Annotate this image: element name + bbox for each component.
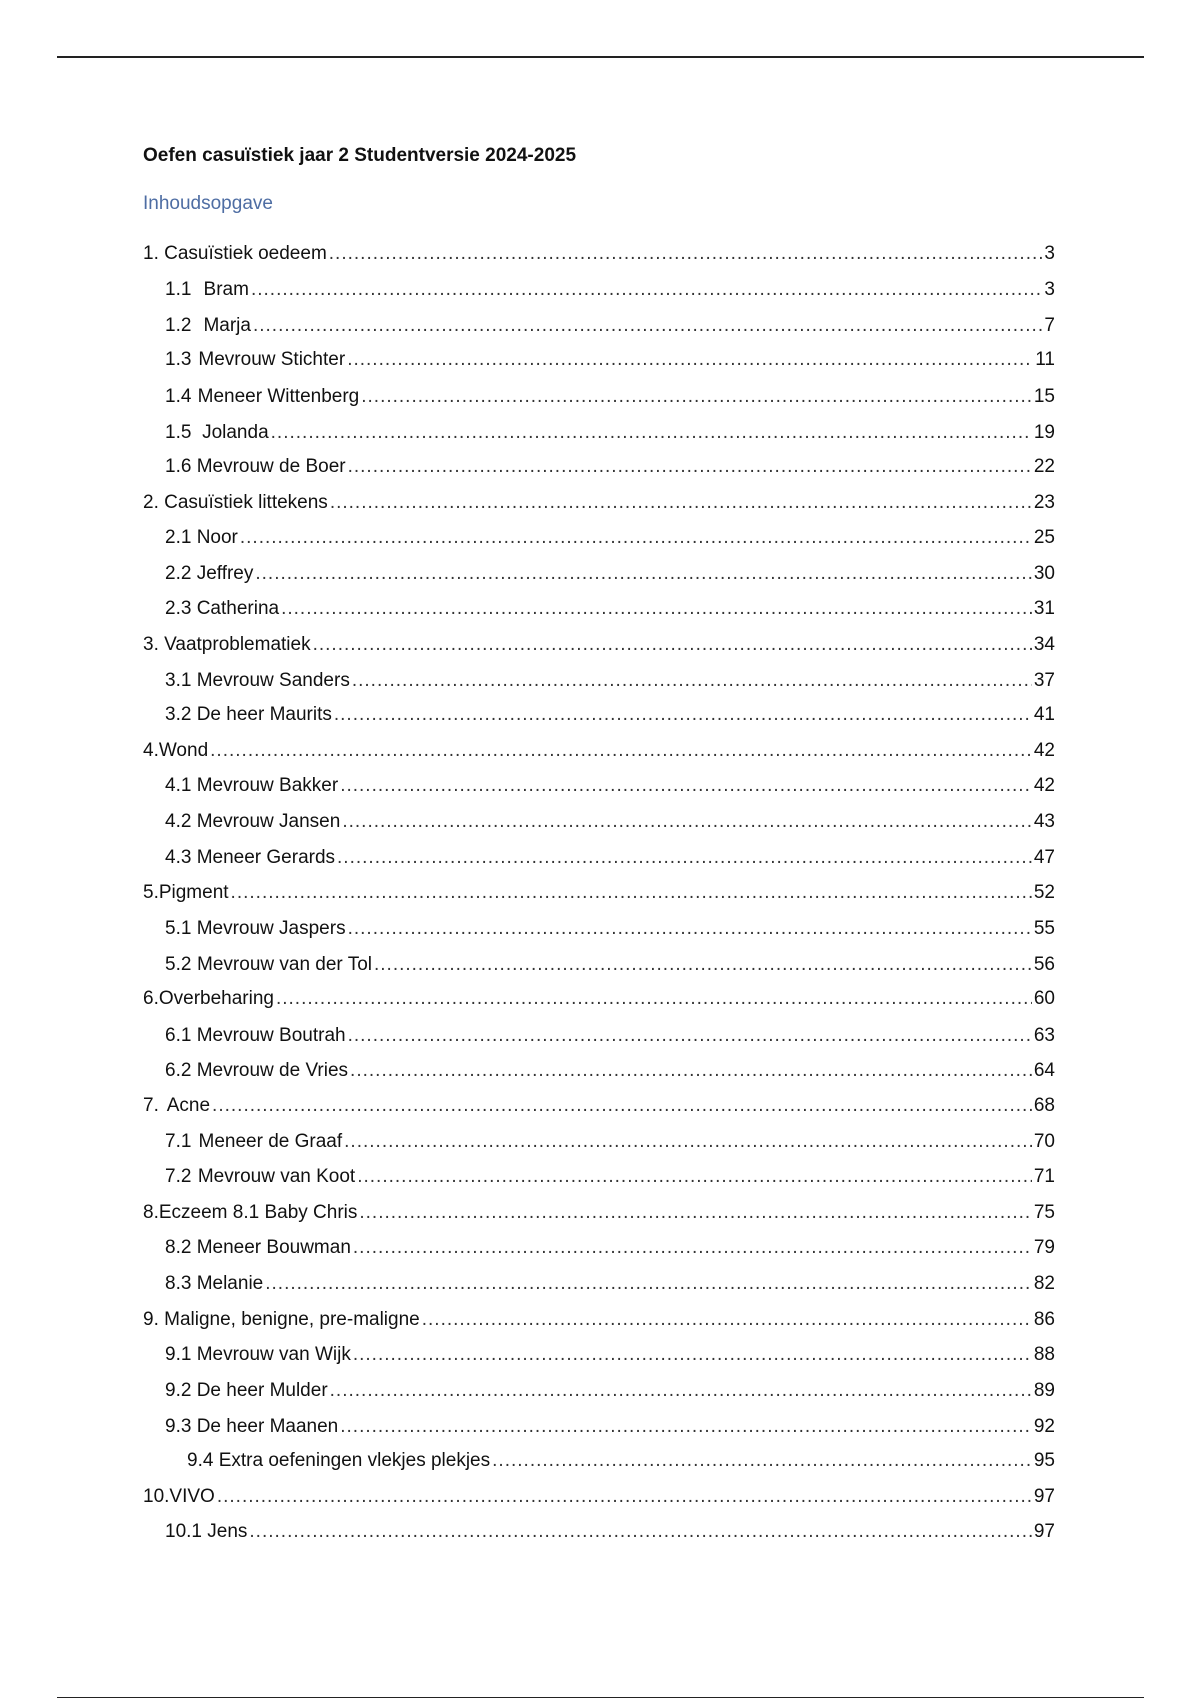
toc-entry-label: 1. Casuïstiek oedeem <box>143 243 327 264</box>
toc-entry[interactable] <box>143 632 1055 658</box>
toc-entry[interactable] <box>165 1023 1055 1049</box>
toc-entry[interactable] <box>165 916 1055 942</box>
toc-entry[interactable] <box>165 1164 1055 1190</box>
toc-dot-leader <box>249 1519 1031 1545</box>
toc-entry-label: 8.3 Melanie <box>165 1273 264 1294</box>
toc-entry-page-number: 34 <box>1033 634 1055 655</box>
toc-entry-label: 4.2 Mevrouw Jansen <box>165 811 341 832</box>
toc-entry-label: 10.VIVO <box>143 1486 215 1507</box>
toc-entry-label: Mevrouw van der Tol <box>197 954 372 975</box>
toc-entry-page-number: 42 <box>1033 775 1055 796</box>
toc-entry-label: 9.3 De heer Maanen <box>165 1416 339 1437</box>
toc-entry-page-number: 15 <box>1033 386 1055 407</box>
toc-entry-label: Meneer de Graaf <box>198 1131 343 1152</box>
toc-entry-page-number: 88 <box>1033 1344 1055 1365</box>
document-title: Oefen casuïstiek jaar 2 Studentversie 2024-2025 <box>143 145 577 166</box>
toc-entry-page-number: 47 <box>1033 847 1055 868</box>
toc-entry[interactable] <box>165 313 1055 339</box>
toc-entry[interactable] <box>165 384 1055 410</box>
toc-entry-label: Acne <box>166 1095 211 1116</box>
toc-entry-page-number: 97 <box>1033 1521 1055 1542</box>
toc-entry-page-number: 41 <box>1033 704 1055 725</box>
toc-entry-label: 4.1 Mevrouw Bakker <box>165 775 339 796</box>
toc-entry-label: 4.Wond <box>143 740 209 761</box>
toc-entry-label: 9.4 Extra oefeningen vlekjes plekjes <box>187 1450 491 1471</box>
toc-dot-leader <box>253 313 1042 339</box>
toc-entry[interactable] <box>187 1448 1055 1474</box>
toc-entry[interactable] <box>165 702 1055 728</box>
toc-dot-leader <box>281 596 1032 622</box>
toc-dot-leader <box>347 347 1033 373</box>
toc-entry-label: 8.Eczeem 8.1 Baby Chris <box>143 1202 358 1223</box>
toc-entry-page-number: 70 <box>1033 1131 1055 1152</box>
toc-dot-leader <box>342 809 1032 835</box>
toc-entry-label: 2.1 Noor <box>165 527 238 548</box>
toc-dot-leader <box>265 1271 1032 1297</box>
toc-dot-leader <box>330 1378 1032 1404</box>
toc-entry-page-number: 56 <box>1033 954 1055 975</box>
toc-dot-leader <box>340 1414 1032 1440</box>
toc-entry[interactable] <box>143 241 1055 267</box>
toc-entry-page-number: 7 <box>1044 315 1055 336</box>
toc-dot-leader <box>344 1129 1032 1155</box>
toc-entry[interactable] <box>165 1271 1055 1297</box>
toc-entry-page-number: 79 <box>1033 1237 1055 1258</box>
toc-entry-page-number: 42 <box>1033 740 1055 761</box>
toc-entry-number: 7.2 <box>165 1166 192 1187</box>
toc-dot-leader <box>337 845 1032 871</box>
toc-dot-leader <box>313 632 1032 658</box>
toc-dot-leader <box>255 561 1031 587</box>
toc-entry-number: 1.3 <box>165 349 192 370</box>
toc-dot-leader <box>334 702 1032 728</box>
toc-dot-leader <box>348 1023 1032 1049</box>
toc-entry[interactable] <box>143 986 1055 1012</box>
toc-entry-label: 5.Pigment <box>143 882 229 903</box>
toc-entry-label: Mevrouw Stichter <box>198 349 346 370</box>
toc-entry-label: 5.1 Mevrouw Jaspers <box>165 918 346 939</box>
toc-entry-page-number: 55 <box>1033 918 1055 939</box>
toc-entry[interactable] <box>143 1484 1055 1510</box>
toc-entry[interactable] <box>165 596 1055 622</box>
toc-dot-leader <box>348 454 1032 480</box>
toc-entry-label: Jolanda <box>202 422 269 443</box>
toc-entry-page-number: 22 <box>1033 456 1055 477</box>
toc-entry-page-number: 30 <box>1033 563 1055 584</box>
toc-entry-number: 7. <box>143 1095 159 1116</box>
toc-entry-number: 1.4 <box>165 386 192 407</box>
toc-entry-page-number: 64 <box>1033 1060 1055 1081</box>
toc-dot-leader <box>422 1307 1032 1333</box>
toc-entry-page-number: 92 <box>1033 1416 1055 1437</box>
toc-entry-label: 10.1 Jens <box>165 1521 248 1542</box>
toc-dot-leader <box>353 1342 1032 1368</box>
toc-entry-label: 3.1 Mevrouw Sanders <box>165 670 350 691</box>
toc-dot-leader <box>492 1448 1032 1474</box>
toc-entry-page-number: 52 <box>1033 882 1055 903</box>
toc-dot-leader <box>251 277 1042 303</box>
toc-entry[interactable] <box>165 773 1055 799</box>
toc-heading: Inhoudsopgave <box>143 193 273 214</box>
toc-dot-leader <box>353 1235 1032 1261</box>
toc-entry-number: 1.2 <box>165 315 192 336</box>
toc-entry[interactable] <box>165 1519 1055 1545</box>
toc-entry-label: 8.2 Meneer Bouwman <box>165 1237 351 1258</box>
toc-dot-leader <box>348 916 1032 942</box>
toc-entry[interactable] <box>165 1129 1055 1155</box>
toc-entry-page-number: 37 <box>1033 670 1055 691</box>
toc-entry-number: 1.5 <box>165 422 192 443</box>
toc-entry[interactable] <box>165 347 1055 373</box>
toc-entry-label: 9.2 De heer Mulder <box>165 1380 328 1401</box>
toc-entry-page-number: 86 <box>1033 1309 1055 1330</box>
toc-entry-page-number: 11 <box>1035 349 1055 370</box>
toc-dot-leader <box>276 986 1032 1012</box>
toc-entry-label: 9. Maligne, benigne, pre-maligne <box>143 1309 420 1330</box>
toc-entry-label: 1.6 Mevrouw de Boer <box>165 456 346 477</box>
toc-entry-label: 2. Casuïstiek littekens <box>143 492 328 513</box>
toc-dot-leader <box>340 773 1032 799</box>
toc-entry-page-number: 25 <box>1033 527 1055 548</box>
toc-entry-page-number: 3 <box>1044 279 1055 300</box>
toc-dot-leader <box>329 241 1043 267</box>
toc-entry[interactable] <box>165 454 1055 480</box>
toc-entry-label: 3.2 De heer Maurits <box>165 704 332 725</box>
toc-entry[interactable] <box>143 1200 1055 1226</box>
toc-entry[interactable] <box>165 561 1055 587</box>
toc-dot-leader <box>361 384 1032 410</box>
toc-dot-leader <box>359 1200 1031 1226</box>
toc-entry-page-number: 23 <box>1033 492 1055 513</box>
toc-dot-leader <box>217 1484 1032 1510</box>
toc-entry-number: 7.1 <box>165 1131 192 1152</box>
toc-entry[interactable] <box>165 420 1055 446</box>
toc-dot-leader <box>352 668 1032 694</box>
toc-entry-page-number: 71 <box>1033 1166 1055 1187</box>
toc-entry[interactable] <box>165 1414 1055 1440</box>
toc-entry[interactable] <box>165 1342 1055 1368</box>
toc-entry-label: 4.3 Meneer Gerards <box>165 847 336 868</box>
header-rule <box>57 56 1144 58</box>
toc-entry-page-number: 19 <box>1033 422 1055 443</box>
toc-entry-label: Mevrouw van Koot <box>197 1166 356 1187</box>
toc-entry[interactable] <box>165 277 1055 303</box>
toc-entry[interactable] <box>165 809 1055 835</box>
toc-entry[interactable] <box>143 1093 1055 1119</box>
toc-entry-page-number: 31 <box>1033 598 1055 619</box>
toc-entry-page-number: 97 <box>1033 1486 1055 1507</box>
toc-entry-page-number: 95 <box>1033 1450 1055 1471</box>
footer-rule <box>57 1697 1144 1698</box>
toc-entry-page-number: 3 <box>1044 243 1055 264</box>
toc-entry[interactable] <box>143 490 1055 516</box>
toc-entry-label: 6.1 Mevrouw Boutrah <box>165 1025 346 1046</box>
toc-entry[interactable] <box>165 668 1055 694</box>
toc-entry-label: 9.1 Mevrouw van Wijk <box>165 1344 351 1365</box>
toc-dot-leader <box>350 1058 1032 1084</box>
toc-entry[interactable] <box>165 952 1055 978</box>
toc-entry-label: 2.3 Catherina <box>165 598 280 619</box>
toc-entry-label: Bram <box>203 279 249 300</box>
toc-entry-page-number: 68 <box>1033 1095 1055 1116</box>
toc-entry-page-number: 43 <box>1033 811 1055 832</box>
toc-dot-leader <box>374 952 1032 978</box>
toc-entry-label: Meneer Wittenberg <box>197 386 360 407</box>
toc-entry-page-number: 63 <box>1033 1025 1055 1046</box>
toc-entry-label: Marja <box>203 315 251 336</box>
toc-entry[interactable] <box>143 880 1055 906</box>
toc-dot-leader <box>212 1093 1032 1119</box>
toc-entry[interactable] <box>165 525 1055 551</box>
toc-entry-label: 3. Vaatproblematiek <box>143 634 311 655</box>
toc-entry-label: 6.Overbeharing <box>143 988 274 1009</box>
toc-entry-number: 5.2 <box>165 954 192 975</box>
toc-entry[interactable] <box>143 738 1055 764</box>
toc-entry-number: 1.1 <box>165 279 192 300</box>
toc-entry[interactable] <box>165 845 1055 871</box>
toc-entry[interactable] <box>165 1235 1055 1261</box>
toc-dot-leader <box>210 738 1032 764</box>
toc-dot-leader <box>231 880 1032 906</box>
toc-entry[interactable] <box>165 1058 1055 1084</box>
toc-entry-label: 2.2 Jeffrey <box>165 563 254 584</box>
toc-dot-leader <box>271 420 1032 446</box>
toc-entry-page-number: 82 <box>1033 1273 1055 1294</box>
toc-entry[interactable] <box>143 1307 1055 1333</box>
toc-dot-leader <box>357 1164 1032 1190</box>
toc-entry-page-number: 60 <box>1033 988 1055 1009</box>
toc-entry[interactable] <box>165 1378 1055 1404</box>
toc-dot-leader <box>330 490 1032 516</box>
toc-entry-page-number: 89 <box>1033 1380 1055 1401</box>
toc-dot-leader <box>240 525 1032 551</box>
toc-entry-label: 6.2 Mevrouw de Vries <box>165 1060 349 1081</box>
toc-entry-page-number: 75 <box>1033 1202 1055 1223</box>
